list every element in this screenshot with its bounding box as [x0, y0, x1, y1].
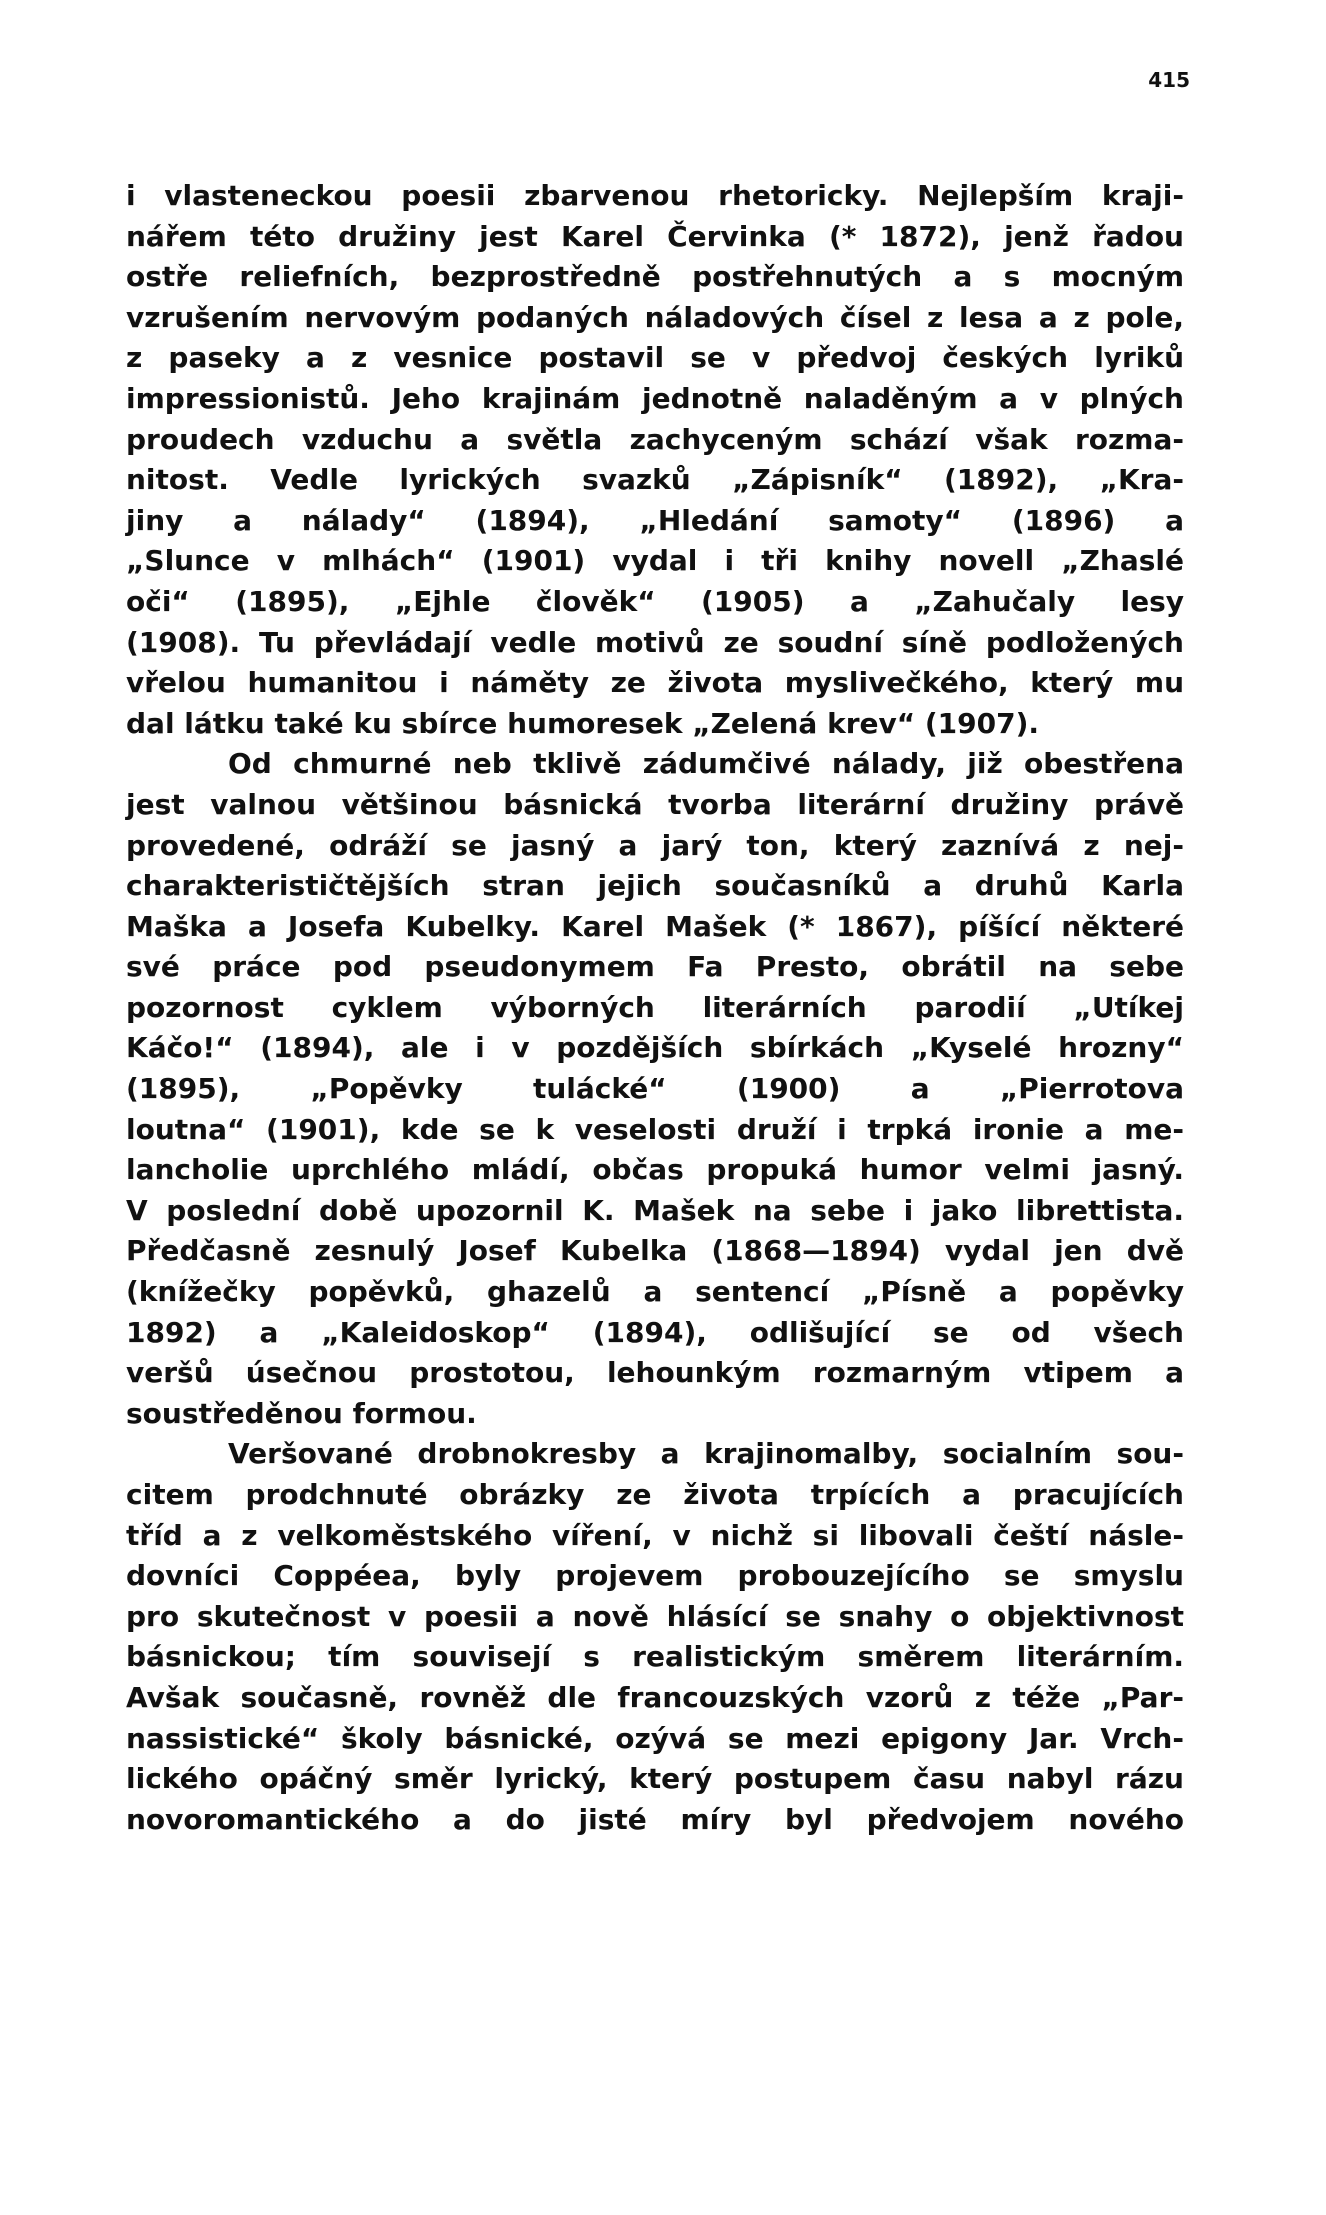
text-line: Káčo!“ (1894), ale i v pozdějších sbírkách „Kyselé hrozny“ — [126, 1031, 1184, 1065]
text-line: „Slunce v mlhách“ (1901) vydal i tři knihy novell „Zhaslé — [126, 544, 1184, 578]
text-line: (1908). Tu převládají vedle motivů ze soudní síně podložených — [126, 625, 1184, 659]
text-line: provedené, odráží se jasný a jarý ton, který zaznívá z nej- — [126, 828, 1184, 862]
text-line: lického opáčný směr lyrický, který postupem času nabyl rázu — [126, 1762, 1184, 1796]
text-line: i vlasteneckou poesii zbarvenou rhetoricky. Nejlepším kraji- — [126, 179, 1184, 212]
text-line: jiny a nálady“ (1894), „Hledání samoty“ (1896) a — [126, 503, 1184, 537]
text-line: (1895), „Popěvky tulácké“ (1900) a „Pierrotova — [126, 1072, 1184, 1106]
text-line: vzrušením nervovým podaných náladových čísel z lesa a z pole, — [126, 300, 1184, 334]
text-line: Maška a Josefa Kubelky. Karel Mašek (* 1867), píšící některé — [126, 909, 1184, 943]
text-line: lancholie uprchlého mládí, občas propuká humor velmi jasný. — [126, 1153, 1184, 1187]
text-line: impressionistů. Jeho krajinám jednotně naladěným a v plných — [126, 381, 1184, 415]
text-line: veršů úsečnou prostotou, lehounkým rozmarným vtipem a — [126, 1356, 1184, 1390]
text-line: V poslední době upozornil K. Mašek na sebe i jako librettista. — [126, 1193, 1184, 1227]
text-line: nassistické“ školy básnické, ozývá se mezi epigony Jar. Vrch- — [126, 1721, 1184, 1755]
text-line: pozornost cyklem výborných literárních parodií „Utíkej — [126, 990, 1184, 1024]
text-line: tříd a z velkoměstského víření, v nichž si libovali čeští násle- — [126, 1518, 1184, 1552]
text-line: Avšak současně, rovněž dle francouzských vzorů z téže „Par- — [126, 1680, 1184, 1714]
text-line: vřelou humanitou i náměty ze života myslivečkého, který mu — [126, 666, 1184, 700]
text-line: Od chmurné neb tklivě zádumčivé nálady, již obestřena — [228, 747, 1184, 781]
text-line: Veršované drobnokresby a krajinomalby, socialním sou- — [228, 1437, 1184, 1471]
text-line: pro skutečnost v poesii a nově hlásící se snahy o objektivnost — [126, 1599, 1184, 1633]
text-line: jest valnou většinou básnická tvorba literární družiny právě — [126, 787, 1184, 821]
text-line: dovníci Coppéea, byly projevem probouzejícího se smyslu — [126, 1559, 1184, 1593]
text-line: z paseky a z vesnice postavil se v předvoj českých lyriků — [126, 341, 1184, 375]
text-line: nitost. Vedle lyrických svazků „Zápisník“ (1892), „Kra- — [126, 463, 1184, 497]
text-line: ostře reliefních, bezprostředně postřehnutých a s mocným — [126, 260, 1184, 294]
text-line: dal látku také ku sbírce humoresek „Zelená krev“ (1907). — [126, 706, 1040, 740]
text-line: loutna“ (1901), kde se k veselosti druží i trpká ironie a me- — [126, 1112, 1184, 1146]
text-line: novoromantického a do jisté míry byl předvojem nového — [126, 1802, 1184, 1836]
text-line: soustředěnou formou. — [126, 1396, 477, 1430]
body-text — [126, 176, 1184, 1840]
text-line: nářem této družiny jest Karel Červinka (* 1872), jenž řadou — [126, 219, 1184, 253]
page-number: 415 — [1148, 68, 1190, 92]
text-line: 1892) a „Kaleidoskop“ (1894), odlišující se od všech — [126, 1315, 1184, 1349]
text-line: charakterističtějších stran jejich současníků a druhů Karla — [126, 869, 1184, 903]
text-line: své práce pod pseudonymem Fa Presto, obrátil na sebe — [126, 950, 1184, 984]
text-line: Předčasně zesnulý Josef Kubelka (1868—1894) vydal jen dvě — [126, 1234, 1184, 1268]
text-line: oči“ (1895), „Ejhle člověk“ (1905) a „Zahučaly lesy — [126, 584, 1184, 618]
text-line: proudech vzduchu a světla zachyceným schází však rozma- — [126, 422, 1184, 456]
text-line: citem prodchnuté obrázky ze života trpících a pracujících — [126, 1478, 1184, 1511]
text-line: básnickou; tím souvisejí s realistickým směrem literárním. — [126, 1640, 1184, 1674]
text-line: (knížečky popěvků, ghazelů a sentencí „Písně a popěvky — [126, 1275, 1184, 1309]
